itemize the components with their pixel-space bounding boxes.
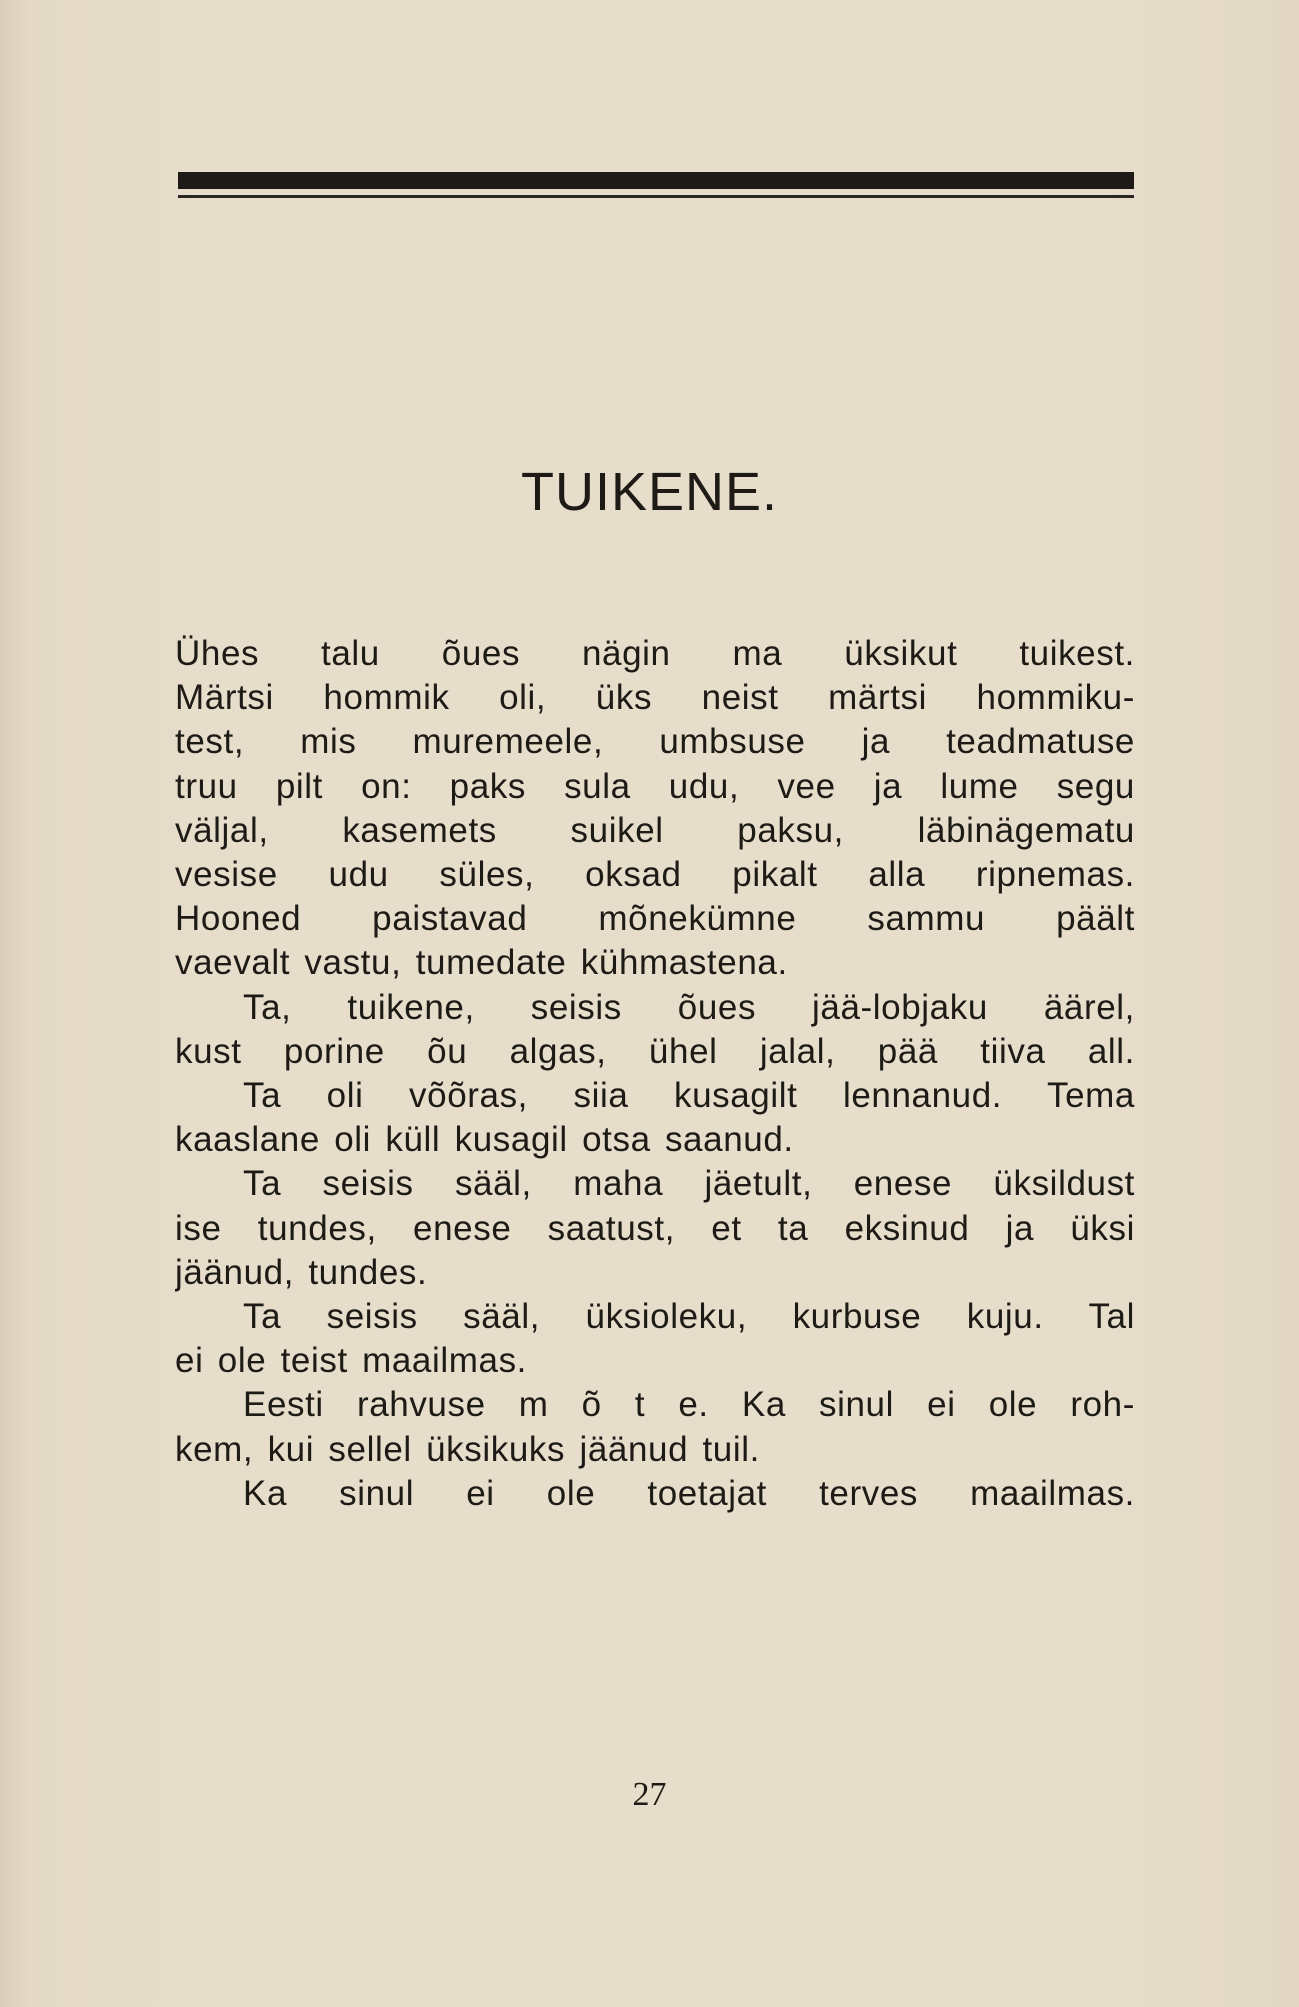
text-line: ei ole teist maailmas. xyxy=(175,1341,527,1381)
body-text xyxy=(175,632,1135,1516)
text-line: kust porine õu algas, ühel jalal, pää tiiva all. xyxy=(175,1031,1135,1071)
text-line: Eesti rahvuse m õ t e. Ka sinul ei ole roh- xyxy=(243,1385,1135,1425)
text-line: kem, kui sellel üksikuks jäänud tuil. xyxy=(175,1429,760,1469)
text-line: vaevalt vastu, tumedate kühmastena. xyxy=(175,943,788,983)
text-line: truu pilt on: paks sula udu, vee ja lume segu xyxy=(175,766,1135,806)
text-line: Ta seisis sääl, üksioleku, kurbuse kuju. Tal xyxy=(243,1297,1135,1337)
page-number: 27 xyxy=(632,1776,667,1813)
text-line: Ta, tuikene, seisis õues jää-lobjaku äärel, xyxy=(243,987,1135,1027)
text-line: Märtsi hommik oli, üks neist märtsi hommiku- xyxy=(175,678,1135,718)
text-line: väljal, kasemets suikel paksu, läbinägematu xyxy=(175,810,1135,850)
text-line: test, mis muremeele, umbsuse ja teadmatuse xyxy=(175,722,1135,762)
text-line: Hooned paistavad mõnekümne sammu päält xyxy=(175,899,1135,939)
chapter-title: TUIKENE. xyxy=(520,462,779,522)
text-line: jäänud, tundes. xyxy=(175,1252,428,1292)
header-rule-thin xyxy=(178,195,1134,198)
header-rule-thick xyxy=(178,172,1134,189)
text-line: Ühes talu õues nägin ma üksikut tuikest. xyxy=(175,634,1135,673)
text-line: ise tundes, enese saatust, et ta eksinud ja üksi xyxy=(175,1208,1135,1248)
text-line: kaaslane oli küll kusagil otsa saanud. xyxy=(175,1120,794,1160)
text-line: Ta oli võõras, siia kusagilt lennanud. Tema xyxy=(243,1076,1135,1116)
text-line: Ta seisis sääl, maha jäetult, enese üksildust xyxy=(243,1164,1135,1204)
text-line: Ka sinul ei ole toetajat terves maailmas. xyxy=(243,1473,1135,1513)
text-line: vesise udu süles, oksad pikalt alla ripnemas. xyxy=(175,855,1135,895)
